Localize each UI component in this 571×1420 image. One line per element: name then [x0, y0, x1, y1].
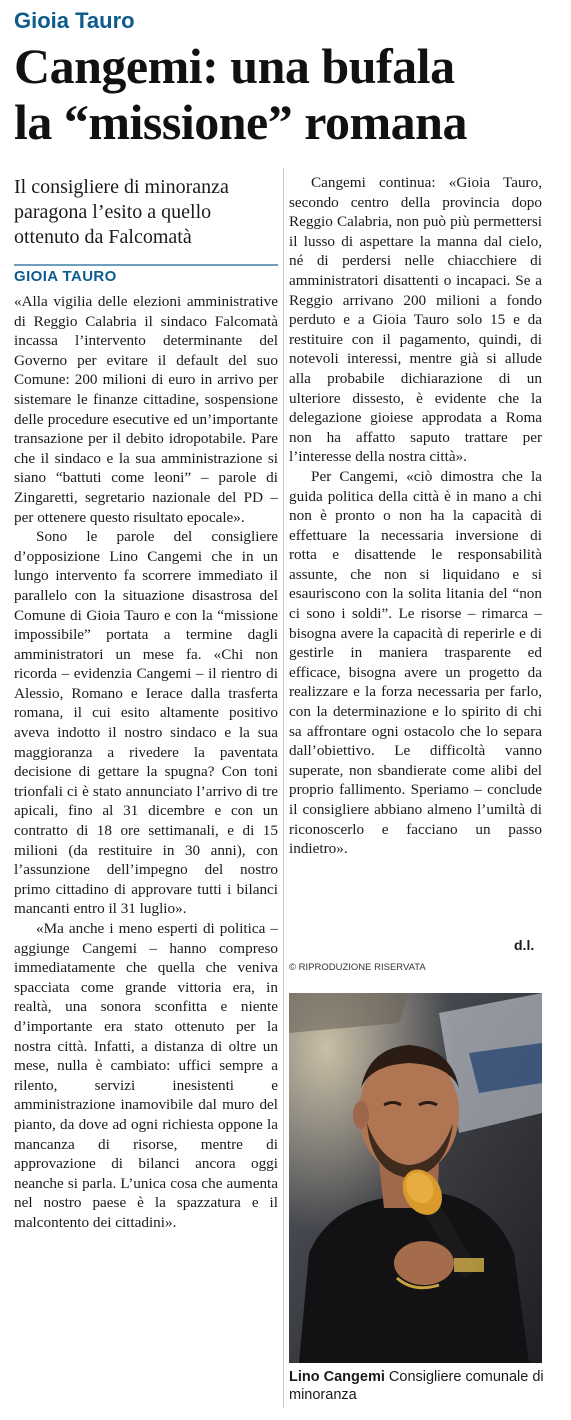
subheadline: Il consigliere di minoranza paragona l’esito a quello ottenuto da Falcomatà [14, 176, 229, 248]
headline-line-1: Cangemi: una bufala [14, 38, 455, 94]
caption-name: Lino Cangemi [289, 1369, 385, 1385]
photo-caption [289, 1368, 549, 1404]
headline-line-2: la “missione” romana [14, 94, 467, 150]
section-divider [14, 264, 278, 266]
article-column-right [289, 173, 542, 859]
article-paragraph: Sono le parole del consigliere d’opposizione Lino Cangemi che in un lungo intervento fa scorrere immediato il parallelo con la situazione disastrosa del Comune di Gioia Tauro e con la “missione impossibile” portata a termine dagli amministratori un mese fa. «Chi non ricorda – evidenzia Cangemi – il rientro di Alessio, Romano e Ierace dalla trasferta romana, il cui esito altamente positivo aveva indotto il nostro sindaco e la sua maggioranza a rivedere la paventata decisione di gettare la spugna? Con toni trionfali ci è stato annunciato l’arrivo di tre apicali, fino al 31 dicembre e con un contratto di 18 ore settimanali, e di 15 milioni (da restituire in 30 anni), con l’assunzione dell’impegno del nostro primo cittadino di approvare tutti i bilanci mancanti entro il 31 luglio». [14, 528, 278, 918]
copyright-notice: © RIPRODUZIONE RISERVATA [289, 962, 426, 973]
author-signature: d.l. [514, 937, 535, 953]
column-divider [283, 168, 284, 1408]
article-paragraph: «Alla vigilia delle elezioni amministrative di Reggio Calabria il sindaco Falcomatà incassa l’intervento determinante del Governo per evitare il default del suo Comune: 200 milioni di euro in arrivo per sistemare le finanze cittadine, sospensione delle procedure esecutive ed un’importante transazione per il debito idropotabile. Pare che il sindaco e la sua amministrazione si siano “battuti come leoni” – parole di Zingaretti, segretario nazionale del PD – per ottenere questo risultato epocale». [14, 293, 278, 526]
kicker: Gioia Tauro [14, 8, 135, 33]
headline [14, 38, 559, 150]
portrait-photo [289, 993, 542, 1363]
article-paragraph: Cangemi continua: «Gioia Tauro, secondo centro della provincia dopo Reggio Calabria, non può più permettersi il lusso di aspettare la manna dal cielo, né di perdersi nelle chiacchiere di amministratori disattenti o incapaci. Se a Reggio arrivano 200 milioni a fondo perduto e a Gioia Tauro solo 15 e da restituire con il pagamento, quindi, di notevoli interessi, mentre già si allude alla probabile dichiarazione di un ulteriore dissesto, è evidente che la delegazione gioiese approdata a Roma non ha affatto saputo trattare per l’interesse della nostra città». [289, 174, 542, 466]
portrait-illustration [289, 993, 542, 1363]
section-tag: GIOIA TAURO [14, 268, 117, 285]
article-paragraph: «Ma anche i meno esperti di politica – aggiunge Cangemi – hanno compreso immediatamente che quella che veniva spacciata come grande vittoria era, in realtà, una sonora sconfitta e niente d’importante era stato ottenuto per la nostra città. Infatti, a distanza di oltre un mese, nulla è cambiato: uffici sempre a rilento, servizi inesistenti e amministrazione inamovibile dal muro del pianto, da dove ad ogni richiesta oppone la mancanza di risorse, mentre di approvazione di bilanci ancora oggi neanche si parla. L’unica cosa che aumenta nel nostro paese è la spazzatura e il malcontento dei cittadini». [14, 920, 278, 1231]
article-paragraph: Per Cangemi, «ciò dimostra che la guida politica della città è in mano a chi non è pronto o non ha la capacità di effettuare la necessaria inversione di rotta e disattende le responsabilità assunte, che non si liquidano e si esauriscono con la solita litania del “non ci sono i soldi”. Le risorse – rimarca – bisogna avere la capacità di reperirle e di gestirle in maniera trasparente ed efficace, bisogna avere un progetto da realizzare e la forza necessaria per farlo, con la determinazione e lo spirito di chi sa affrontare ogni ostacolo che lo separa dall’obiettivo. Le difficoltà vanno superate, non sbandierate come alibi del proprio fallimento. Speriamo – conclude il consigliere abbiano almeno l’umiltà di riconoscerlo e facciano un passo indietro». [289, 467, 542, 858]
caption-text: Consigliere comunale di minoranza [289, 1369, 544, 1403]
article-column-left [14, 292, 278, 1233]
